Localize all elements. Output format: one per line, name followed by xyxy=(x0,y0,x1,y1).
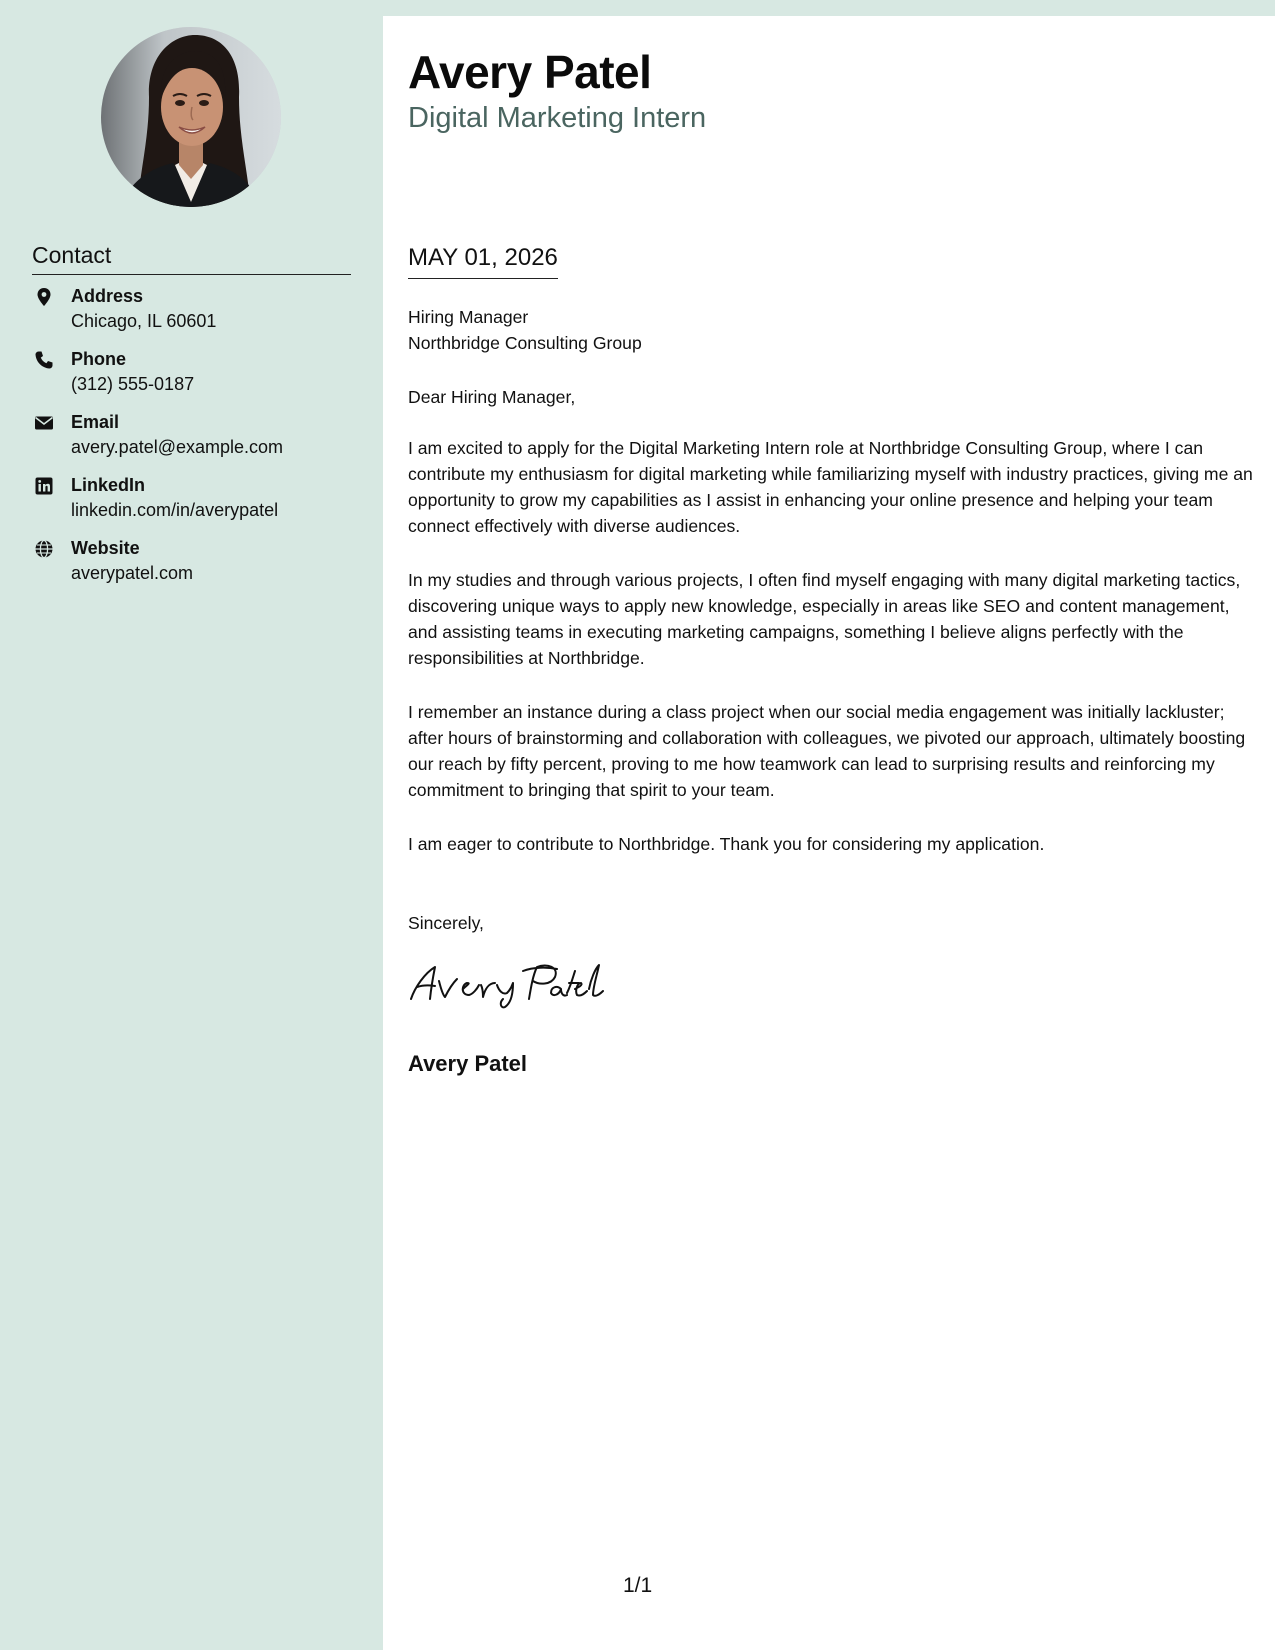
map-pin-icon xyxy=(34,287,54,307)
contact-list xyxy=(32,284,362,599)
letter-date-wrap xyxy=(408,242,558,279)
linkedin-link[interactable]: linkedin.com/in/averypatel xyxy=(71,500,279,520)
globe-icon xyxy=(34,539,54,559)
letter-paragraph: In my studies and through various projects, I often find myself engaging with many digital marketing tactics, discovering unique ways to apply new knowledge, especially in areas like SEO and content management, and assisting teams in executing marketing campaigns, something I believe aligns perfectly with the responsibilities at Northbridge. xyxy=(408,570,1241,668)
signed-name: Avery Patel xyxy=(408,1051,528,1076)
contact-label: Phone xyxy=(71,349,127,369)
email-link[interactable]: avery.patel@example.com xyxy=(71,437,284,457)
recipient-block xyxy=(408,304,1253,356)
website-link[interactable]: averypatel.com xyxy=(71,563,194,583)
recipient-company: Northbridge Consulting Group xyxy=(408,333,642,353)
letter-paragraph: I remember an instance during a class project when our social media engagement was initially lackluster; after hours of brainstorming and collaboration with colleagues, we pivoted our approach, ultimately boosting our reach by fifty percent, proving to me how teamwork can lead to surprising results and reinforcing my commitment to bringing that spirit to your team. xyxy=(408,702,1246,800)
letter-page xyxy=(383,16,1275,1650)
letter-paragraph: I am excited to apply for the Digital Marketing Intern role at Northbridge Consulting Group, where I can contribute my enthusiasm for digital marketing while familiarizing myself with industry practices, giving me an opportunity to grow my capabilities as I assist in enhancing your online presence and helping your team connect effectively with diverse audiences. xyxy=(408,438,1253,536)
contact-item-phone xyxy=(32,347,362,410)
contact-heading: Contact xyxy=(32,240,351,275)
phone-value: (312) 555-0187 xyxy=(71,374,195,394)
address-value: Chicago, IL 60601 xyxy=(71,311,217,331)
recipient-title: Hiring Manager xyxy=(408,307,529,327)
closing: Sincerely, xyxy=(408,913,484,933)
phone-icon xyxy=(34,350,54,370)
contact-label: Website xyxy=(71,538,140,558)
contact-label: Address xyxy=(71,286,144,306)
linkedin-icon xyxy=(34,476,54,496)
profile-photo-illustration xyxy=(101,27,281,207)
contact-label: Email xyxy=(71,412,120,432)
contact-item-website xyxy=(32,536,362,599)
applicant-role: Digital Marketing Intern xyxy=(408,102,707,134)
contact-item-linkedin xyxy=(32,473,362,536)
contact-label: LinkedIn xyxy=(71,475,146,495)
applicant-name: Avery Patel xyxy=(408,46,652,98)
letter-date: MAY 01, 2026 xyxy=(408,242,558,279)
handwritten-signature xyxy=(405,959,615,1014)
contact-item-email xyxy=(32,410,362,473)
profile-photo xyxy=(101,27,281,207)
letter-paragraph: I am eager to contribute to Northbridge. Thank you for considering my application. xyxy=(408,834,1045,854)
sidebar xyxy=(0,0,383,1650)
contact-item-address xyxy=(32,284,362,347)
salutation: Dear Hiring Manager, xyxy=(408,387,576,407)
envelope-icon xyxy=(34,413,54,433)
page-number: 1/1 xyxy=(623,1574,653,1597)
